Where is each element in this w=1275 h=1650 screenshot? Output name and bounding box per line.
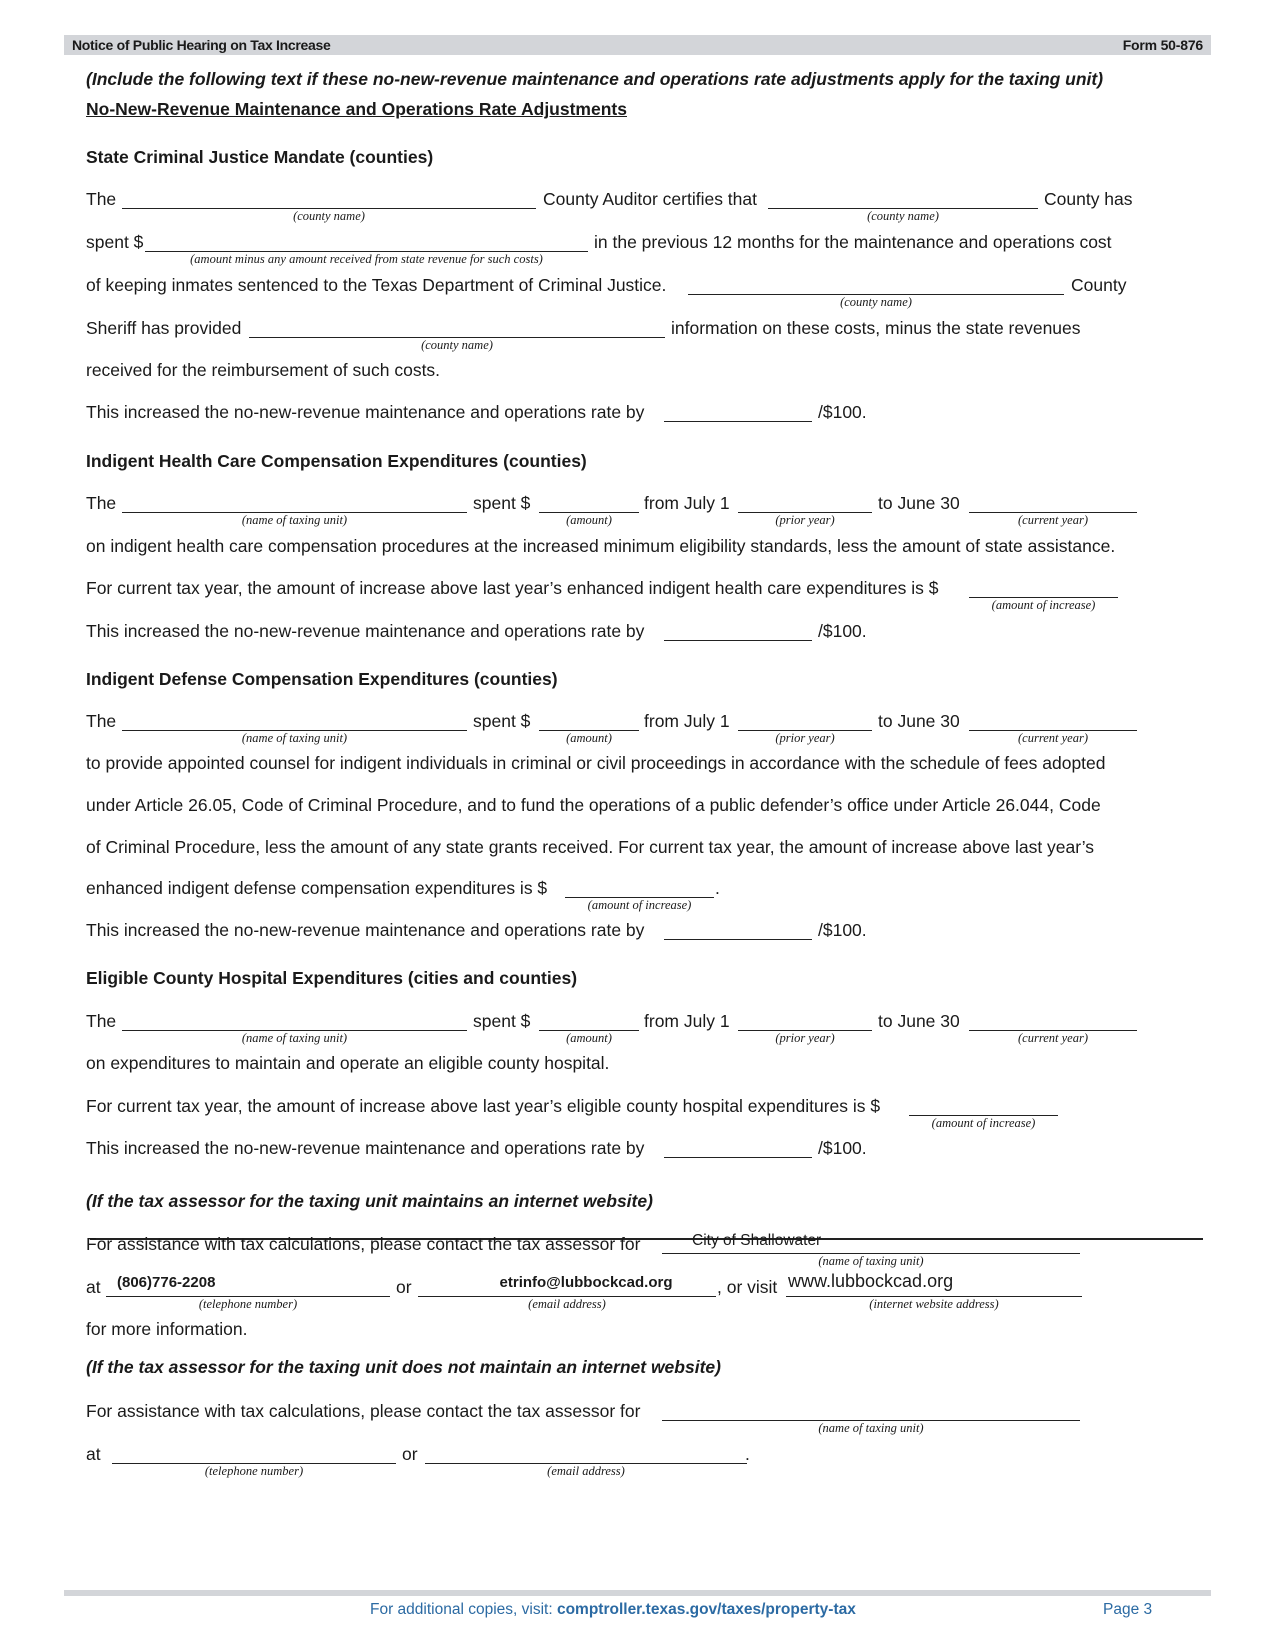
section-heading: No-New-Revenue Maintenance and Operations Rate Adjustments [86, 99, 627, 119]
s4-increase-text: For current tax year, the amount of increase above last year’s eligible county hospital expenditures is $ [86, 1096, 881, 1116]
footer-bar [64, 1590, 1211, 1596]
intro-note: (Include the following text if these no-new-revenue maintenance and operations rate adjustments apply for the taxing unit) [86, 69, 1104, 89]
at-label: at [86, 1444, 101, 1464]
s2-to-june: to June 30 [878, 493, 960, 513]
page-number: Page 3 [1103, 1601, 1153, 1618]
s2-spent: spent $ [473, 493, 531, 513]
s4-title: Eligible County Hospital Expenditures (cities and counties) [86, 968, 578, 988]
county-name-caption: (county name) [421, 338, 493, 352]
prior-year-caption: (prior year) [775, 1031, 835, 1045]
s1-information: information on these costs, minus the state revenues [671, 318, 1081, 338]
form-number: Form 50-876 [1122, 37, 1203, 53]
current-year-caption: (current year) [1018, 513, 1088, 527]
telephone-value: (806)776-2208 [117, 1274, 216, 1291]
amount-of-increase-caption: (amount of increase) [991, 598, 1096, 612]
or-visit-label: , or visit [717, 1277, 778, 1297]
at-label: at [86, 1277, 101, 1297]
rate-text: This increased the no-new-revenue maintenance and operations rate by [86, 402, 645, 422]
s4-from-july: from July 1 [644, 1011, 730, 1031]
email-caption: (email address) [547, 1464, 625, 1478]
taxing-unit-value: City of Shallowater [692, 1232, 822, 1249]
s2-increase-text: For current tax year, the amount of increase above last year’s enhanced indigent health care expenditures is $ [86, 578, 939, 598]
no-website-note: (If the tax assessor for the taxing unit does not maintain an internet website) [86, 1357, 721, 1377]
s4-the: The [86, 1011, 117, 1031]
amount-of-increase-caption: (amount of increase) [931, 1116, 1036, 1130]
telephone-caption: (telephone number) [198, 1297, 298, 1311]
website-value: www.lubbockcad.org [788, 1271, 954, 1291]
s1-the: The [86, 189, 117, 209]
more-info: for more information. [86, 1319, 248, 1339]
or-label: or [402, 1444, 418, 1464]
s1-county: County [1071, 275, 1127, 295]
taxing-unit-caption: (name of taxing unit) [818, 1254, 924, 1268]
per-100: /$100. [818, 920, 867, 940]
footer-text [370, 1600, 856, 1620]
amount-caption: (amount) [566, 513, 612, 527]
s1-previous-months: in the previous 12 months for the maintenance and operations cost [594, 232, 1112, 252]
amount-of-increase-caption: (amount of increase) [587, 898, 692, 912]
s1-title: State Criminal Justice Mandate (counties) [86, 147, 434, 167]
per-100: /$100. [818, 621, 867, 641]
amount-caption: (amount) [566, 1031, 612, 1045]
rate-field[interactable] [664, 939, 812, 940]
s3-to-june: to June 30 [878, 711, 960, 731]
form-title: Notice of Public Hearing on Tax Increase [72, 37, 331, 53]
s1-spent: spent $ [86, 232, 144, 252]
county-name-caption: (county name) [840, 295, 912, 309]
taxing-unit-caption: (name of taxing unit) [241, 731, 348, 745]
assist-text: For assistance with tax calculations, please contact the tax assessor for [86, 1401, 641, 1421]
taxing-unit-caption: (name of taxing unit) [241, 1031, 348, 1045]
s3-from-july: from July 1 [644, 711, 730, 731]
email-caption: (email address) [528, 1297, 606, 1311]
s2-from-july: from July 1 [644, 493, 730, 513]
telephone-caption: (telephone number) [204, 1464, 304, 1478]
s2-the: The [86, 493, 117, 513]
footer-link[interactable]: comptroller.texas.gov/taxes/property-tax [556, 1601, 856, 1618]
rate-field[interactable] [664, 640, 812, 641]
s3-article-text: under Article 26.05, Code of Criminal Procedure, and to fund the operations of a public defender’s office under Article 26.044, Code [86, 795, 1101, 815]
rate-text: This increased the no-new-revenue maintenance and operations rate by [86, 1138, 645, 1158]
s2-title: Indigent Health Care Compensation Expenditures (counties) [86, 451, 587, 471]
s3-counsel-text: to provide appointed counsel for indigent individuals in criminal or civil proceedings in accordance with the schedule of fees adopted [86, 753, 1106, 773]
prior-year-caption: (prior year) [775, 513, 835, 527]
email-value: etrinfo@lubbockcad.org [499, 1274, 673, 1291]
county-name-caption: (county name) [293, 209, 365, 223]
per-100: /$100. [818, 1138, 867, 1158]
s3-spent: spent $ [473, 711, 531, 731]
county-name-caption: (county name) [867, 209, 939, 223]
s1-inmates-text: of keeping inmates sentenced to the Texas Department of Criminal Justice. [86, 275, 667, 295]
website-note: (If the tax assessor for the taxing unit maintains an internet website) [86, 1191, 653, 1211]
rate-field[interactable] [664, 421, 812, 422]
s3-procedure-text: of Criminal Procedure, less the amount of any state grants received. For current tax year, the amount of increase above last year’s [86, 837, 1095, 857]
rate-field[interactable] [664, 1157, 812, 1158]
s1-sheriff: Sheriff has provided [86, 318, 242, 338]
period: . [715, 878, 720, 898]
s4-spent: spent $ [473, 1011, 531, 1031]
s4-hospital-text: on expenditures to maintain and operate an eligible county hospital. [86, 1053, 610, 1073]
amount-minus-caption: (amount minus any amount received from state revenue for such costs) [190, 252, 543, 266]
s1-county-has: County has [1044, 189, 1133, 209]
taxing-unit-caption: (name of taxing unit) [818, 1421, 924, 1435]
form-header-bar [64, 35, 1211, 55]
rate-text: This increased the no-new-revenue maintenance and operations rate by [86, 920, 645, 940]
s1-reimbursement: received for the reimbursement of such costs. [86, 360, 441, 380]
s2-procedures-text: on indigent health care compensation procedures at the increased minimum eligibility standards, less the amount of state assistance. [86, 536, 1116, 556]
or-label: or [396, 1277, 412, 1297]
period: . [745, 1444, 750, 1464]
assist-text: For assistance with tax calculations, please contact the tax assessor for [86, 1234, 641, 1254]
s4-to-june: to June 30 [878, 1011, 960, 1031]
taxing-unit-caption: (name of taxing unit) [241, 513, 348, 527]
current-year-caption: (current year) [1018, 1031, 1088, 1045]
website-caption: (internet website address) [869, 1297, 999, 1311]
current-year-caption: (current year) [1018, 731, 1088, 745]
per-100: /$100. [818, 402, 867, 422]
rate-text: This increased the no-new-revenue maintenance and operations rate by [86, 621, 645, 641]
s1-auditor-text: County Auditor certifies that [543, 189, 757, 209]
s3-title: Indigent Defense Compensation Expenditures (counties) [86, 669, 558, 689]
amount-caption: (amount) [566, 731, 612, 745]
prior-year-caption: (prior year) [775, 731, 835, 745]
s3-the: The [86, 711, 117, 731]
s3-enhanced-text: enhanced indigent defense compensation expenditures is $ [86, 878, 548, 898]
footer-prefix: For additional copies, visit: [370, 1601, 557, 1618]
